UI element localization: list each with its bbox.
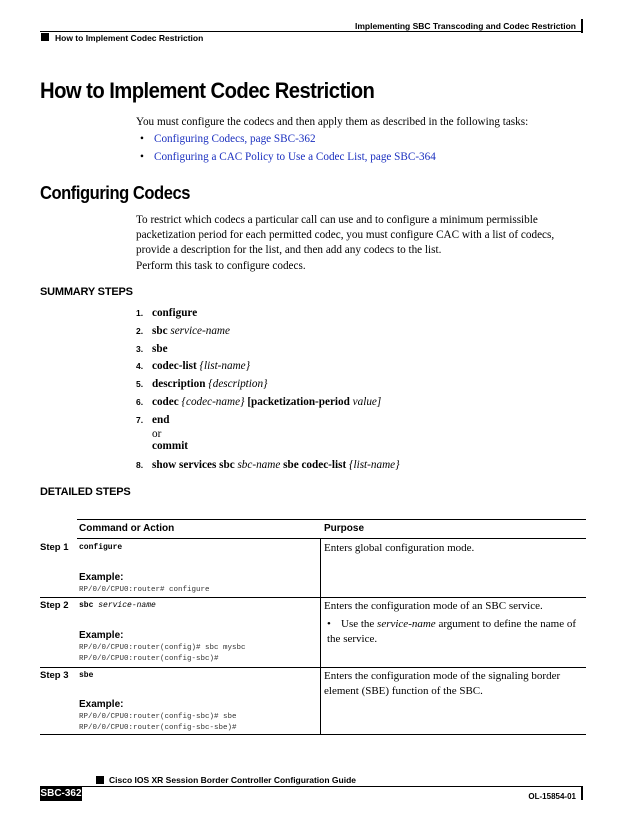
- step-number: 3.: [136, 344, 144, 354]
- table-purpose: Enters the configuration mode of the signaling border element (SBE) function of the SBC.: [324, 670, 561, 697]
- bullet-argument: service-name: [377, 618, 436, 630]
- summary-step: [136, 343, 168, 355]
- summary-steps-heading: SUMMARY STEPS: [40, 286, 133, 298]
- step-command-cont: sbe codec-list: [283, 459, 347, 471]
- footer-edge-bar: [581, 786, 583, 800]
- page-number-badge: SBC-362: [40, 788, 82, 799]
- table-command: configure: [79, 543, 123, 552]
- task-instruction: Perform this task to configure codecs.: [136, 260, 306, 272]
- step-argument: service-name: [170, 325, 230, 337]
- description-paragraph: To restrict which codecs a particular call can use and to configure a minimum permissible packetization period for each permitted codec, you must configure CAC with a list of codecs, provide a description for the list, and then add any codecs to the list.: [136, 214, 555, 256]
- page-title: How to Implement Codec Restriction: [40, 78, 375, 103]
- step-command: end: [152, 414, 170, 426]
- summary-step: [136, 459, 400, 471]
- step-number: 6.: [136, 397, 144, 407]
- guide-title: Cisco IOS XR Session Border Controller Configuration Guide: [109, 775, 356, 785]
- step-command: sbc: [152, 325, 168, 337]
- detailed-steps-heading: DETAILED STEPS: [40, 486, 131, 498]
- table-column-divider: [320, 538, 321, 734]
- section-title: How to Implement Codec Restriction: [55, 33, 204, 43]
- step-argument: sbc-name: [237, 459, 281, 471]
- header-rule: [40, 31, 581, 32]
- table-top-rule: [77, 519, 586, 520]
- step-option: [packetization-period: [247, 396, 350, 408]
- intro-text: You must configure the codecs and then apply them as described in the following tasks:: [136, 116, 529, 128]
- footer-square-marker: [96, 776, 104, 784]
- summary-step-alt-command: commit: [152, 440, 189, 452]
- example-label: Example:: [79, 630, 124, 641]
- command-keyword: sbc: [79, 601, 94, 610]
- subsection-title: Configuring Codecs: [40, 183, 190, 203]
- step-label: Step 1: [40, 542, 69, 553]
- table-row-rule: [40, 597, 586, 598]
- summary-step-or: or: [152, 428, 162, 440]
- step-command: show services sbc: [152, 459, 235, 471]
- step-number: 8.: [136, 460, 144, 470]
- example-label: Example:: [79, 699, 124, 710]
- task-link-item: [140, 133, 316, 145]
- task-link-configuring-codecs[interactable]: Configuring Codecs, page SBC-362: [154, 133, 316, 145]
- example-code: RP/0/0/CPU0:router(config-sbc)# sbe RP/0/0/CPU0:router(config-sbc-sbe)#: [79, 713, 237, 732]
- step-number: 1.: [136, 308, 144, 318]
- footer-rule: [40, 786, 581, 787]
- step-argument: {description}: [208, 378, 268, 390]
- table-header-rule: [77, 538, 586, 539]
- chapter-title: Implementing SBC Transcoding and Codec Restriction: [354, 21, 576, 31]
- bullet: •: [327, 618, 331, 630]
- step-argument: {list-name}: [349, 459, 400, 471]
- summary-step: [136, 396, 381, 408]
- example-label: Example:: [79, 572, 124, 583]
- step-option-value: value]: [352, 396, 382, 408]
- step-command: codec: [152, 396, 179, 408]
- summary-step: [136, 378, 268, 390]
- step-argument: {list-name}: [199, 360, 251, 372]
- example-code: RP/0/0/CPU0:router(config)# sbc mysbc RP/0/0/CPU0:router(config-sbc)#: [79, 644, 246, 663]
- summary-step: [136, 307, 197, 319]
- step-command: description: [152, 378, 206, 390]
- summary-step: [136, 414, 169, 426]
- purpose-bullet: [327, 617, 582, 647]
- step-label: Step 3: [40, 670, 69, 681]
- task-link-cac-policy[interactable]: Configuring a CAC Policy to Use a Codec List, page SBC-364: [154, 151, 436, 163]
- header-square-marker: [41, 33, 49, 41]
- command-argument: service-name: [98, 601, 156, 610]
- step-number: 7.: [136, 415, 144, 425]
- bullet: •: [140, 133, 144, 145]
- step-argument: {codec-name}: [181, 396, 245, 408]
- document-number: OL-15854-01: [528, 792, 576, 801]
- step-number: 4.: [136, 361, 144, 371]
- column-header-purpose: Purpose: [324, 523, 365, 534]
- step-number: 2.: [136, 326, 144, 336]
- summary-step: [136, 325, 230, 337]
- step-command: codec-list: [152, 360, 197, 372]
- example-code: RP/0/0/CPU0:router# configure: [79, 586, 210, 594]
- step-number: 5.: [136, 379, 144, 389]
- table-command: [79, 601, 156, 610]
- header-edge-bar: [581, 19, 583, 33]
- bullet-text: Use the: [341, 618, 375, 630]
- summary-step: [136, 360, 250, 372]
- bullet: •: [140, 151, 144, 163]
- step-command: sbe: [152, 343, 168, 355]
- column-header-command: Command or Action: [79, 523, 175, 534]
- table-purpose: Enters global configuration mode.: [324, 542, 475, 554]
- task-link-item: [140, 151, 436, 163]
- step-label: Step 2: [40, 600, 69, 611]
- table-row-rule: [40, 667, 586, 668]
- bullet-text: argument to define the name of the service.: [327, 618, 576, 645]
- table-bottom-rule: [40, 734, 586, 735]
- step-command: configure: [152, 307, 198, 319]
- table-purpose: Enters the configuration mode of an SBC service.: [324, 600, 543, 612]
- table-command: sbe: [79, 671, 94, 680]
